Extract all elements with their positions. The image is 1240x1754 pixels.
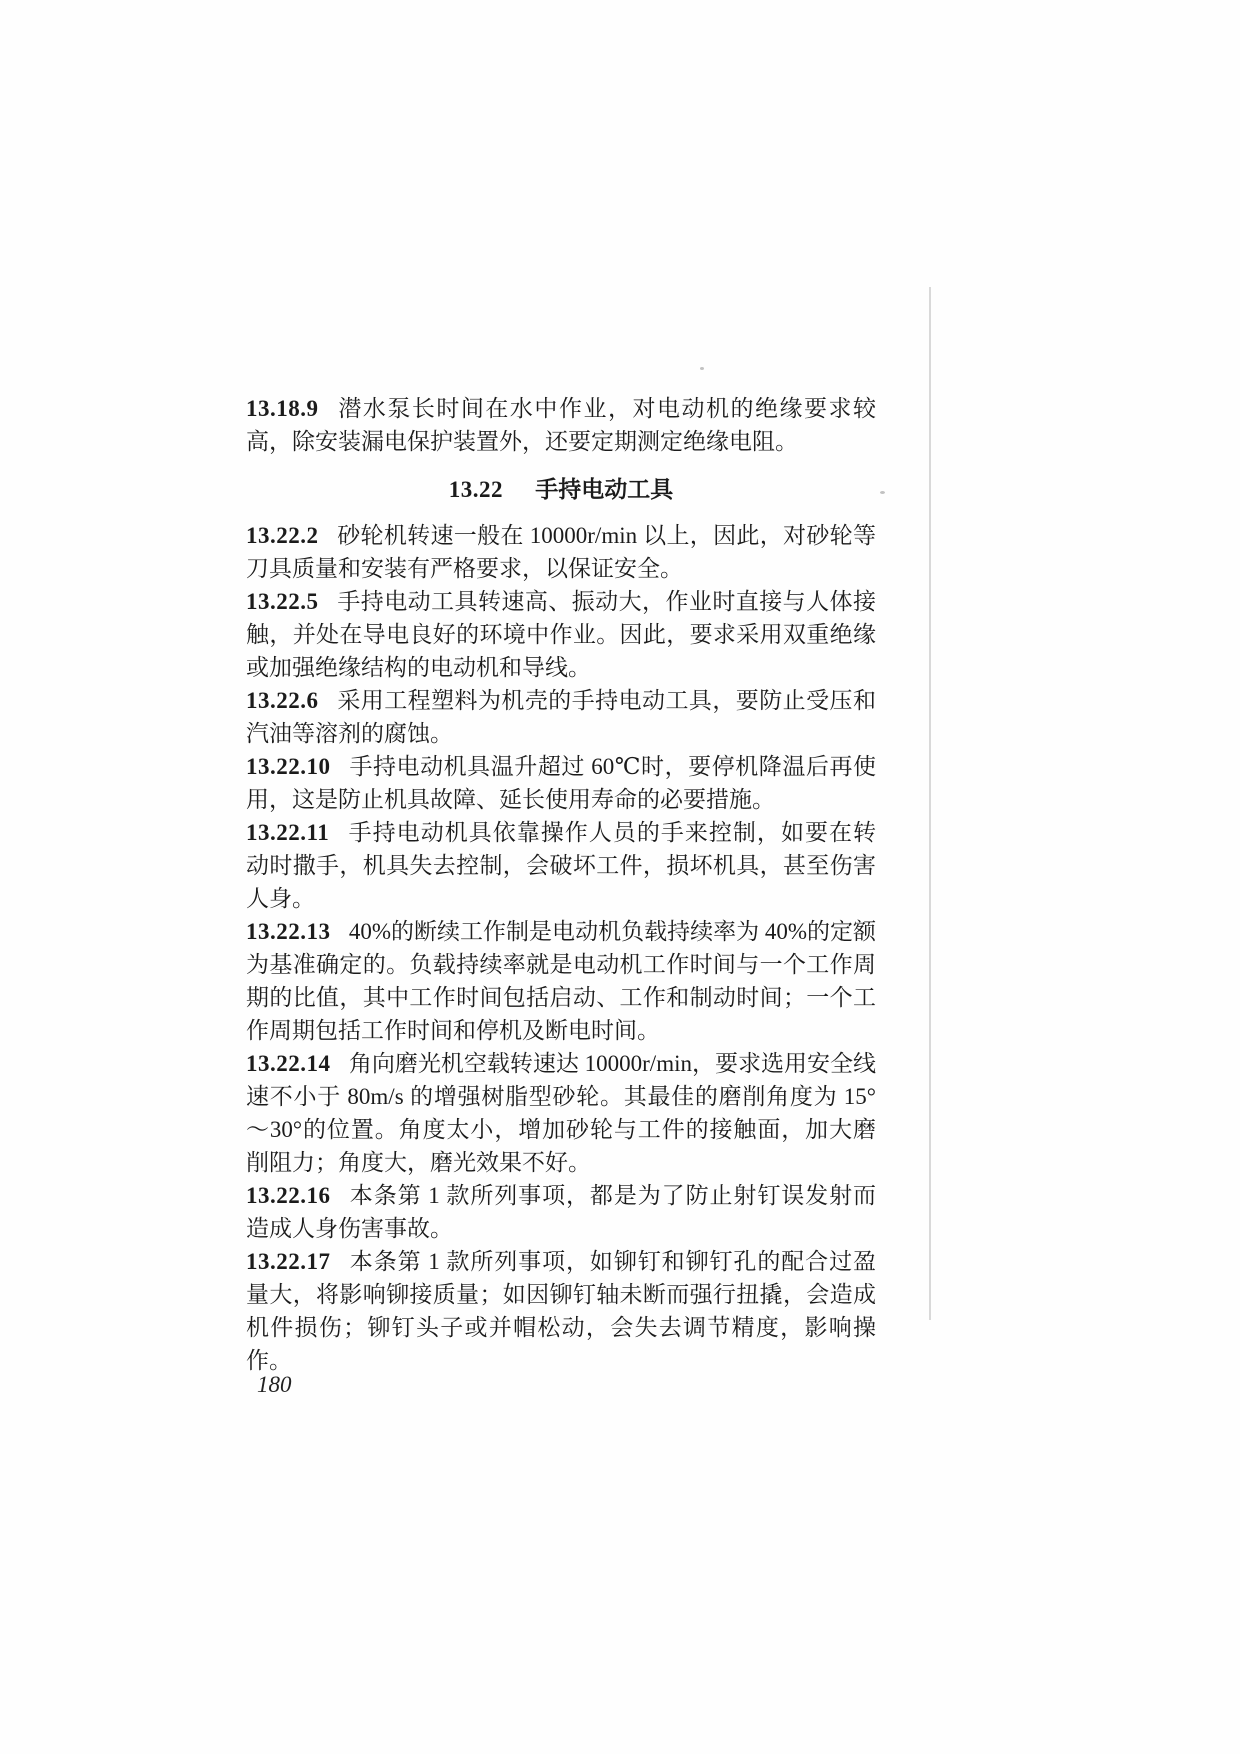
clause-text: 角向磨光机空载转速达 10000r/min，要求选用安全线速不小于 80m/s 的增强树脂型砂轮。其最佳的磨削角度为 15°～30°的位置。角度太小，增加砂轮与工件的接触面，加大磨削阻力；角度大，磨光效果不好。 [246, 1051, 876, 1175]
clause-13-22-16 [246, 1179, 876, 1245]
clause-text: 手持电动机具温升超过 60℃时，要停机降温后再使用，这是防止机具故障、延长使用寿命的必要措施。 [246, 754, 876, 812]
section-heading [246, 473, 876, 506]
clause-number: 13.18.9 [246, 396, 319, 421]
clause-number: 13.22.2 [246, 523, 319, 548]
clause-number: 13.22.13 [246, 919, 331, 944]
clause-number: 13.22.10 [246, 754, 331, 779]
page-number: 180 [257, 1372, 292, 1397]
clause-13-22-10 [246, 750, 876, 816]
clause-number: 13.22.5 [246, 589, 319, 614]
clause-text: 40%的断续工作制是电动机负载持续率为 40%的定额为基准确定的。负载持续率就是电动机工作时间与一个工作周期的比值，其中工作时间包括启动、工作和制动时间；一个工作周期包括工作时间和停机及断电时间。 [246, 919, 876, 1043]
clause-text: 潜水泵长时间在水中作业，对电动机的绝缘要求较高，除安装漏电保护装置外，还要定期测定绝缘电阻。 [246, 396, 876, 454]
clause-13-22-5 [246, 585, 876, 684]
clause-13-22-2 [246, 519, 876, 585]
scan-edge-artifact [929, 287, 931, 1320]
clause-13-22-13 [246, 915, 876, 1047]
clause-text: 本条第 1 款所列事项，都是为了防止射钉误发射而造成人身伤害事故。 [246, 1183, 876, 1241]
scan-speckle [880, 491, 885, 494]
section-heading-title: 手持电动工具 [535, 477, 674, 502]
clause-13-22-11 [246, 816, 876, 915]
clause-text: 本条第 1 款所列事项，如铆钉和铆钉孔的配合过盈量大，将影响铆接质量；如因铆钉轴未断而强行扭撬，会造成机件损伤；铆钉头子或并帽松动，会失去调节精度，影响操作。 [246, 1249, 876, 1373]
scan-speckle [700, 367, 704, 370]
clause-text: 手持电动工具转速高、振动大，作业时直接与人体接触，并处在导电良好的环境中作业。因此，要求采用双重绝缘或加强绝缘结构的电动机和导线。 [246, 589, 876, 680]
clause-13-22-14 [246, 1047, 876, 1179]
clause-number: 13.22.6 [246, 688, 319, 713]
clause-number: 13.22.11 [246, 820, 330, 845]
clause-number: 13.22.16 [246, 1183, 331, 1208]
clause-number: 13.22.17 [246, 1249, 331, 1274]
clause-13-18-9 [246, 392, 876, 458]
text-column [246, 392, 876, 1377]
clause-13-22-6 [246, 684, 876, 750]
clause-text: 砂轮机转速一般在 10000r/min 以上，因此，对砂轮等刀具质量和安装有严格要求，以保证安全。 [246, 523, 876, 581]
clause-text: 手持电动机具依靠操作人员的手来控制，如要在转动时撒手，机具失去控制，会破坏工件，损坏机具，甚至伤害人身。 [246, 820, 876, 911]
clause-text: 采用工程塑料为机壳的手持电动工具，要防止受压和汽油等溶剂的腐蚀。 [246, 688, 876, 746]
clause-13-22-17 [246, 1245, 876, 1377]
section-heading-number: 13.22 [448, 477, 504, 502]
clause-number: 13.22.14 [246, 1051, 331, 1076]
